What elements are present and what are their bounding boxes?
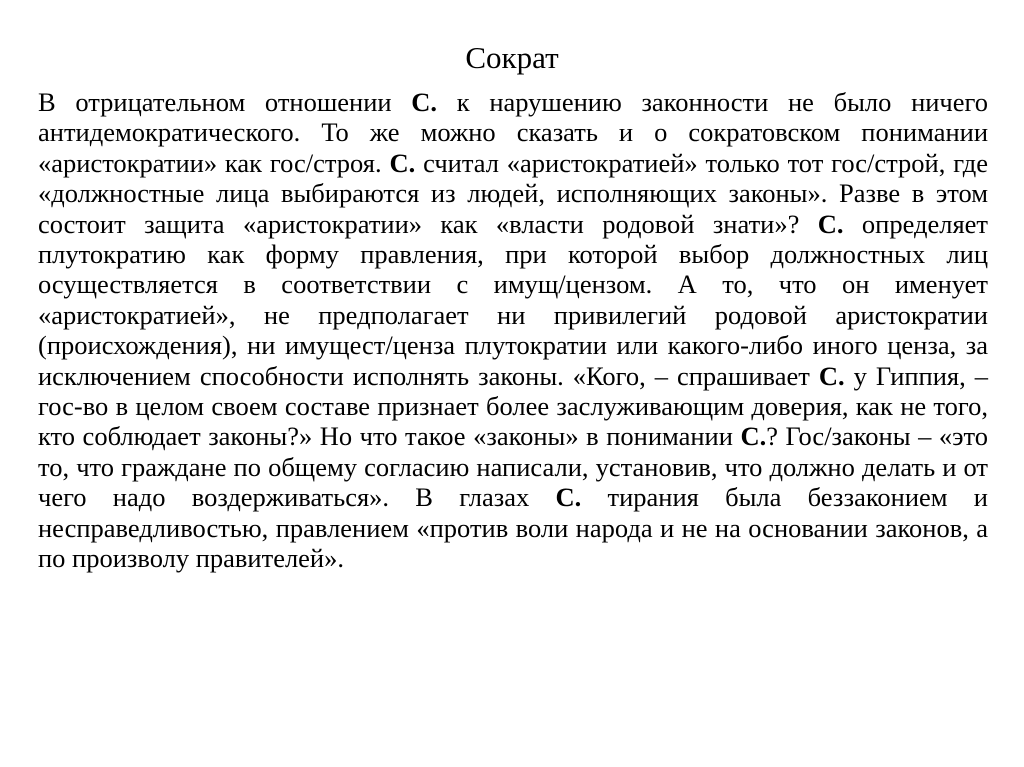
socrates-abbreviation: С. — [411, 87, 438, 117]
socrates-abbreviation: С. — [817, 208, 844, 239]
paragraph-text: В отрицательном отношении — [38, 87, 412, 117]
slide-title: Сократ — [465, 40, 559, 75]
paragraph-text: считал «аристократией» только тот гос/строй, где «должностные лица выбираются из людей, исполняющих законы». Разве в этом состоит защита «аристократии» как «власти родовой знати»? — [38, 147, 988, 239]
socrates-abbreviation: С. — [740, 421, 767, 452]
paragraph-text: к нарушению законности не было ничего антидемократического. То же можно сказать и о сократовском понимании «аристократии» как гос/строя. — [38, 87, 988, 178]
socrates-abbreviation: С. — [555, 482, 582, 513]
paragraph-text: определяет плутократию как форму правления, при которой выбор должностных лиц осуществляется в соответствии с имущ/цензом. А то, что он именует «аристократией», не предполагает ни привилегий родовой аристократии (происхождения), ни имущест/ценза плутократии или какого-либо иного ценза, за исключением способности исполнять законы. «Кого, – спрашивает — [38, 208, 988, 391]
paragraph-text: ? Гос/законы – «это то, что граждане по общему согласию написали, установив, что должно делать и от чего надо воздерживаться». В глазах — [38, 421, 988, 513]
paragraph-text: тирания была беззаконием и несправедливостью, правлением «против воли народа и не на основании законов, а по произволу правителей». — [38, 482, 988, 574]
slide-body-paragraph — [38, 87, 988, 574]
socrates-abbreviation: С. — [389, 147, 416, 178]
socrates-abbreviation: С. — [818, 360, 845, 391]
paragraph-text: у Гиппия, – гос-во в целом своем составе признает более заслуживающим доверия, как не того, кто соблюдает законы?» Но что такое «законы» в понимании — [38, 360, 989, 452]
